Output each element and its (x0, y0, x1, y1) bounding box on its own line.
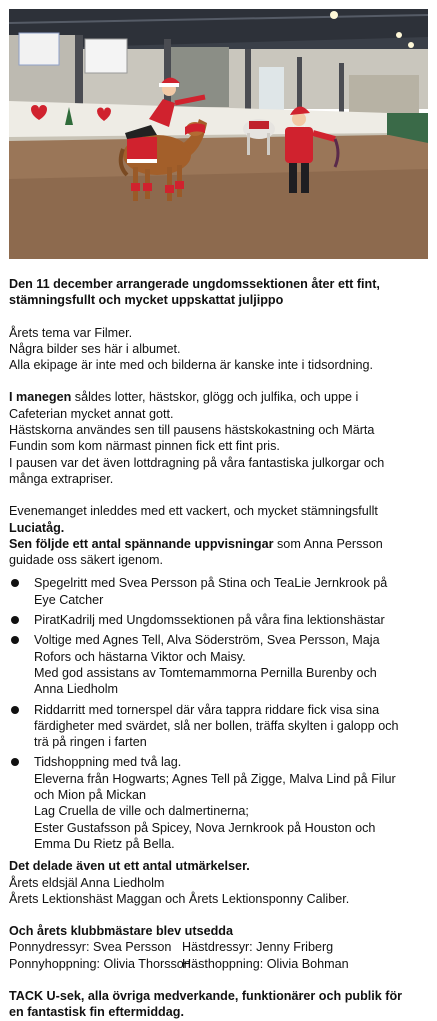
show-item-line: färdigheter med svärdet, slå ner bollen, träffa skylten i galopp och (34, 718, 399, 733)
champion-entry: Hästhoppning: Olivia Bohman (182, 956, 349, 971)
manege-paragraph (9, 389, 433, 487)
show-item-line: Voltige med Agnes Tell, Alva Söderström, Svea Persson, Maja (34, 633, 380, 648)
event-line: som Anna Persson (273, 536, 383, 551)
ceiling-lamp (330, 11, 338, 19)
award-line: Årets Lektionshäst Maggan och Årets Lektionsponny Caliber. (9, 891, 350, 906)
show-item-line: Ester Gustafsson på Spicey, Nova Jernkrook på Houston och (34, 820, 376, 835)
theme-line: Alla ekipage är inte med och bilderna är kanske inte i tidsordning. (9, 358, 374, 373)
show-list-item (9, 612, 433, 628)
show-item-line: Emma Du Rietz på Bella. (34, 836, 175, 851)
bullet-icon (11, 636, 19, 644)
champion-entry: Ponnyhoppning: Olivia Thorsson (9, 956, 191, 971)
shows-highlight: Sen följde ett antal spännande uppvisningar (9, 536, 274, 551)
bullet-icon (11, 706, 19, 714)
theme-line: Några bilder ses här i albumet. (9, 341, 181, 356)
riding-hall-photo (9, 9, 428, 259)
lucia-highlight: Luciatåg. (9, 520, 65, 535)
show-list-item (9, 754, 433, 852)
thanks-paragraph (9, 988, 433, 1021)
awards-paragraph (9, 858, 433, 907)
champions-row (9, 956, 433, 972)
show-item-line: Spegelritt med Svea Persson på Stina och TeaLie Jernkrook på (34, 576, 388, 591)
champion-entry: Ponnydressyr: Svea Persson (9, 940, 172, 955)
show-item-line: Rofors och hästarna Viktor och Maisy. (34, 649, 246, 664)
show-item-line: Tidshoppning med två lag. (34, 755, 182, 770)
show-item-line: Med god assistans av Tomtemammorna Pernilla Burenby och (34, 665, 377, 680)
wall-sign (85, 39, 127, 73)
thanks-line: TACK U-sek, alla övriga medverkande, funktionärer och publik för (9, 988, 403, 1003)
thanks-line: en fantastisk fin eftermiddag. (9, 1005, 184, 1020)
manege-line: många extrapriser. (9, 471, 114, 486)
show-list-item (9, 575, 433, 608)
intro-line: stämningsfullt och mycket uppskattat juljippo (9, 293, 284, 308)
intro-line: Den 11 december arrangerade ungdomssektionen åter ett fint, (9, 277, 380, 291)
show-item-line: Anna Liedholm (34, 682, 119, 697)
show-item-line: PiratKadrilj med Ungdomssektionen på våra fina lektionshästar (34, 613, 385, 628)
theme-line: Årets tema var Filmer. (9, 325, 133, 340)
theme-paragraph (9, 325, 433, 374)
wall-sign (19, 33, 59, 65)
award-line: Årets eldsjäl Anna Liedholm (9, 875, 165, 890)
show-item-line: Eye Catcher (34, 592, 104, 607)
intro-paragraph (9, 276, 433, 309)
bullet-icon (11, 579, 19, 587)
event-line: Evenemanget inleddes med ett vackert, och mycket stämningsfullt (9, 504, 378, 519)
event-line: guidade oss säkert igenom. (9, 553, 164, 568)
bullet-icon (11, 758, 19, 766)
awards-heading: Det delade även ut ett antal utmärkelser. (9, 859, 250, 874)
manege-line: såldes lotter, hästskor, glögg och julfika, och uppe i (71, 390, 359, 405)
show-item-line: Lag Cruella de ville och dalmertinerna; (34, 804, 249, 819)
article-photo (9, 9, 428, 259)
manege-line: I pausen var det även lottdragning på våra fantastiska julkorgar och (9, 455, 385, 470)
show-item-line: Eleverna från Hogwarts; Agnes Tell på Zigge, Malva Lind på Filur (34, 771, 396, 786)
manege-line: Hästskorna användes sen till pausens hästskokastning och Märta (9, 423, 375, 438)
manege-line: Cafeterian mycket annat gott. (9, 406, 174, 421)
shows-list (9, 575, 433, 852)
champions-row (9, 939, 433, 955)
manege-heading: I manegen (9, 390, 72, 405)
show-list-item (9, 702, 433, 751)
champion-entry: Hästdressyr: Jenny Friberg (182, 940, 334, 955)
show-item-line: och Mion på Mickan (34, 788, 146, 803)
champions-heading: Och årets klubbmästare blev utsedda (9, 924, 233, 939)
show-item-line: Riddarritt med tornerspel där våra tappra riddare fick visa sina (34, 702, 380, 717)
champions-section (9, 923, 433, 972)
show-list-item (9, 632, 433, 697)
event-paragraph (9, 503, 433, 568)
article-body (9, 276, 433, 1021)
manege-line: Fundin som kom närmast pinnen fick ett fint pris. (9, 439, 280, 454)
bullet-icon (11, 616, 19, 624)
show-item-line: trä på ringen i farten (34, 735, 147, 750)
